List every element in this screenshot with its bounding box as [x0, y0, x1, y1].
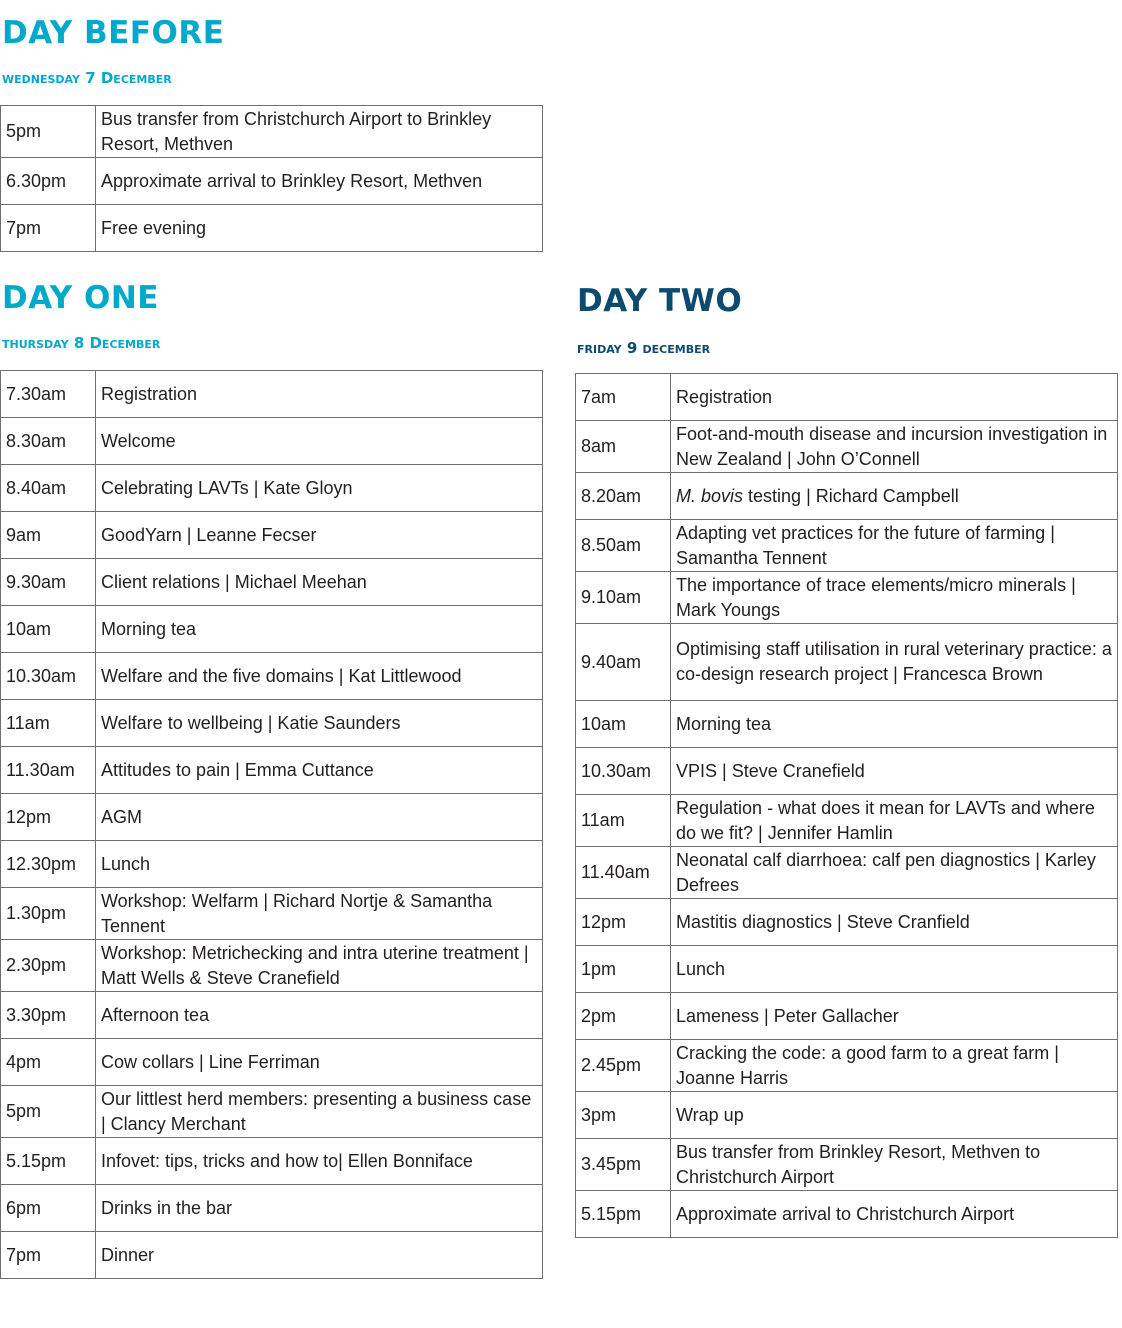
- table-row: [576, 1092, 1118, 1139]
- event-cell: Infovet: tips, tricks and how to| Ellen Bonniface: [96, 1138, 543, 1185]
- table-row: [576, 572, 1118, 624]
- time-cell: 2.30pm: [1, 940, 96, 992]
- event-cell: Dinner: [96, 1232, 543, 1279]
- table-row: [1, 371, 543, 418]
- event-text: testing | Richard Campbell: [743, 485, 959, 506]
- time-cell: 8.40am: [1, 465, 96, 512]
- time-cell: 12pm: [1, 794, 96, 841]
- event-cell: Celebrating LAVTs | Kate Gloyn: [96, 465, 543, 512]
- time-cell: 3pm: [576, 1092, 671, 1139]
- event-cell: GoodYarn | Leanne Fecser: [96, 512, 543, 559]
- event-cell: Workshop: Metrichecking and intra uterine treatment | Matt Wells & Steve Cranefield: [96, 940, 543, 992]
- event-cell: VPIS | Steve Cranefield: [671, 748, 1118, 795]
- event-cell: Our littlest herd members: presenting a business case | Clancy Merchant: [96, 1086, 543, 1138]
- time-cell: 2pm: [576, 993, 671, 1040]
- time-cell: 9.30am: [1, 559, 96, 606]
- time-cell: 5.15pm: [1, 1138, 96, 1185]
- time-cell: 11.40am: [576, 847, 671, 899]
- day-one-title: DAY ONE: [2, 280, 159, 316]
- time-cell: 3.45pm: [576, 1139, 671, 1191]
- event-cell: Bus transfer from Christchurch Airport to Brinkley Resort, Methven: [96, 106, 543, 158]
- table-row: [576, 748, 1118, 795]
- day-before-title: DAY BEFORE: [2, 15, 225, 51]
- event-cell: Morning tea: [671, 701, 1118, 748]
- time-cell: 10.30am: [1, 653, 96, 700]
- table-row: [576, 520, 1118, 572]
- time-cell: 4pm: [1, 1039, 96, 1086]
- event-cell: Welfare and the five domains | Kat Littlewood: [96, 653, 543, 700]
- time-cell: 10am: [1, 606, 96, 653]
- time-cell: 7pm: [1, 205, 96, 252]
- table-row: [1, 940, 543, 992]
- table-row: [1, 747, 543, 794]
- table-row: [1, 700, 543, 747]
- time-cell: 9am: [1, 512, 96, 559]
- table-row: [1, 992, 543, 1039]
- table-row: [576, 421, 1118, 473]
- event-cell: Drinks in the bar: [96, 1185, 543, 1232]
- table-row: [1, 1232, 543, 1279]
- table-row: [576, 1040, 1118, 1092]
- time-cell: 12pm: [576, 899, 671, 946]
- table-row: [1, 794, 543, 841]
- table-row: [1, 106, 543, 158]
- time-cell: 9.10am: [576, 572, 671, 624]
- event-cell: Bus transfer from Brinkley Resort, Methven to Christchurch Airport: [671, 1139, 1118, 1191]
- day-one-table: [0, 370, 543, 1279]
- day-one-header: [2, 281, 159, 315]
- day-one-subtitle: thursday 8 December: [2, 334, 161, 352]
- table-row: [1, 888, 543, 940]
- time-cell: 12.30pm: [1, 841, 96, 888]
- time-cell: 1pm: [576, 946, 671, 993]
- day-before-subtitle-wrap: [2, 69, 172, 87]
- table-row: [576, 946, 1118, 993]
- time-cell: 1.30pm: [1, 888, 96, 940]
- time-cell: 11am: [576, 795, 671, 847]
- table-row: [576, 374, 1118, 421]
- table-row: [576, 624, 1118, 701]
- day-before-table: [0, 105, 543, 252]
- time-cell: 11.30am: [1, 747, 96, 794]
- day-two-table: [575, 373, 1118, 1238]
- event-cell: Client relations | Michael Meehan: [96, 559, 543, 606]
- table-row: [1, 512, 543, 559]
- table-row: [1, 158, 543, 205]
- day-two-subtitle-wrap: [577, 339, 710, 357]
- event-cell: Welcome: [96, 418, 543, 465]
- time-cell: 10.30am: [576, 748, 671, 795]
- time-cell: 11am: [1, 700, 96, 747]
- event-cell: [671, 473, 1118, 520]
- event-cell: Cow collars | Line Ferriman: [96, 1039, 543, 1086]
- time-cell: 8.50am: [576, 520, 671, 572]
- table-row: [576, 473, 1118, 520]
- table-row: [1, 1039, 543, 1086]
- table-row: [1, 465, 543, 512]
- day-before-subtitle: wednesday 7 December: [2, 69, 172, 87]
- event-cell: Lameness | Peter Gallacher: [671, 993, 1118, 1040]
- table-row: [1, 1086, 543, 1138]
- time-cell: 9.40am: [576, 624, 671, 701]
- event-cell: Mastitis diagnostics | Steve Cranfield: [671, 899, 1118, 946]
- time-cell: 5pm: [1, 106, 96, 158]
- table-row: [576, 993, 1118, 1040]
- time-cell: 7.30am: [1, 371, 96, 418]
- event-cell: Lunch: [96, 841, 543, 888]
- event-cell: Welfare to wellbeing | Katie Saunders: [96, 700, 543, 747]
- table-row: [576, 899, 1118, 946]
- table-row: [1, 841, 543, 888]
- time-cell: 5pm: [1, 1086, 96, 1138]
- event-cell: Attitudes to pain | Emma Cuttance: [96, 747, 543, 794]
- time-cell: 8.30am: [1, 418, 96, 465]
- event-cell: Registration: [671, 374, 1118, 421]
- time-cell: 5.15pm: [576, 1191, 671, 1238]
- table-row: [1, 205, 543, 252]
- event-italic-text: M. bovis: [676, 485, 744, 506]
- time-cell: 10am: [576, 701, 671, 748]
- day-two-subtitle: friday 9 december: [577, 339, 711, 357]
- table-row: [576, 701, 1118, 748]
- time-cell: 6pm: [1, 1185, 96, 1232]
- event-cell: Neonatal calf diarrhoea: calf pen diagnostics | Karley Defrees: [671, 847, 1118, 899]
- time-cell: 7pm: [1, 1232, 96, 1279]
- table-row: [1, 418, 543, 465]
- event-cell: Approximate arrival to Brinkley Resort, Methven: [96, 158, 543, 205]
- time-cell: 3.30pm: [1, 992, 96, 1039]
- event-cell: Free evening: [96, 205, 543, 252]
- time-cell: 2.45pm: [576, 1040, 671, 1092]
- event-cell: Regulation - what does it mean for LAVTs and where do we fit? | Jennifer Hamlin: [671, 795, 1118, 847]
- table-row: [576, 1191, 1118, 1238]
- event-cell: Afternoon tea: [96, 992, 543, 1039]
- event-cell: The importance of trace elements/micro minerals | Mark Youngs: [671, 572, 1118, 624]
- table-row: [1, 1138, 543, 1185]
- table-row: [1, 1185, 543, 1232]
- table-row: [576, 1139, 1118, 1191]
- day-two-header: [577, 284, 742, 318]
- time-cell: 7am: [576, 374, 671, 421]
- event-cell: Morning tea: [96, 606, 543, 653]
- day-before-header: [2, 16, 224, 50]
- table-row: [576, 795, 1118, 847]
- table-row: [1, 606, 543, 653]
- event-cell: Cracking the code: a good farm to a great farm | Joanne Harris: [671, 1040, 1118, 1092]
- table-row: [1, 559, 543, 606]
- event-cell: AGM: [96, 794, 543, 841]
- day-two-title: DAY TWO: [577, 283, 743, 319]
- event-cell: Registration: [96, 371, 543, 418]
- event-cell: Adapting vet practices for the future of farming | Samantha Tennent: [671, 520, 1118, 572]
- table-row: [576, 847, 1118, 899]
- time-cell: 8.20am: [576, 473, 671, 520]
- day-one-subtitle-wrap: [2, 334, 160, 352]
- event-cell: Wrap up: [671, 1092, 1118, 1139]
- event-cell: Approximate arrival to Christchurch Airport: [671, 1191, 1118, 1238]
- event-cell: Optimising staff utilisation in rural veterinary practice: a co-design research project | Francesca Brown: [671, 624, 1118, 701]
- event-cell: Workshop: Welfarm | Richard Nortje & Samantha Tennent: [96, 888, 543, 940]
- time-cell: 6.30pm: [1, 158, 96, 205]
- time-cell: 8am: [576, 421, 671, 473]
- event-cell: Foot-and-mouth disease and incursion investigation in New Zealand | John O’Connell: [671, 421, 1118, 473]
- table-row: [1, 653, 543, 700]
- event-cell: Lunch: [671, 946, 1118, 993]
